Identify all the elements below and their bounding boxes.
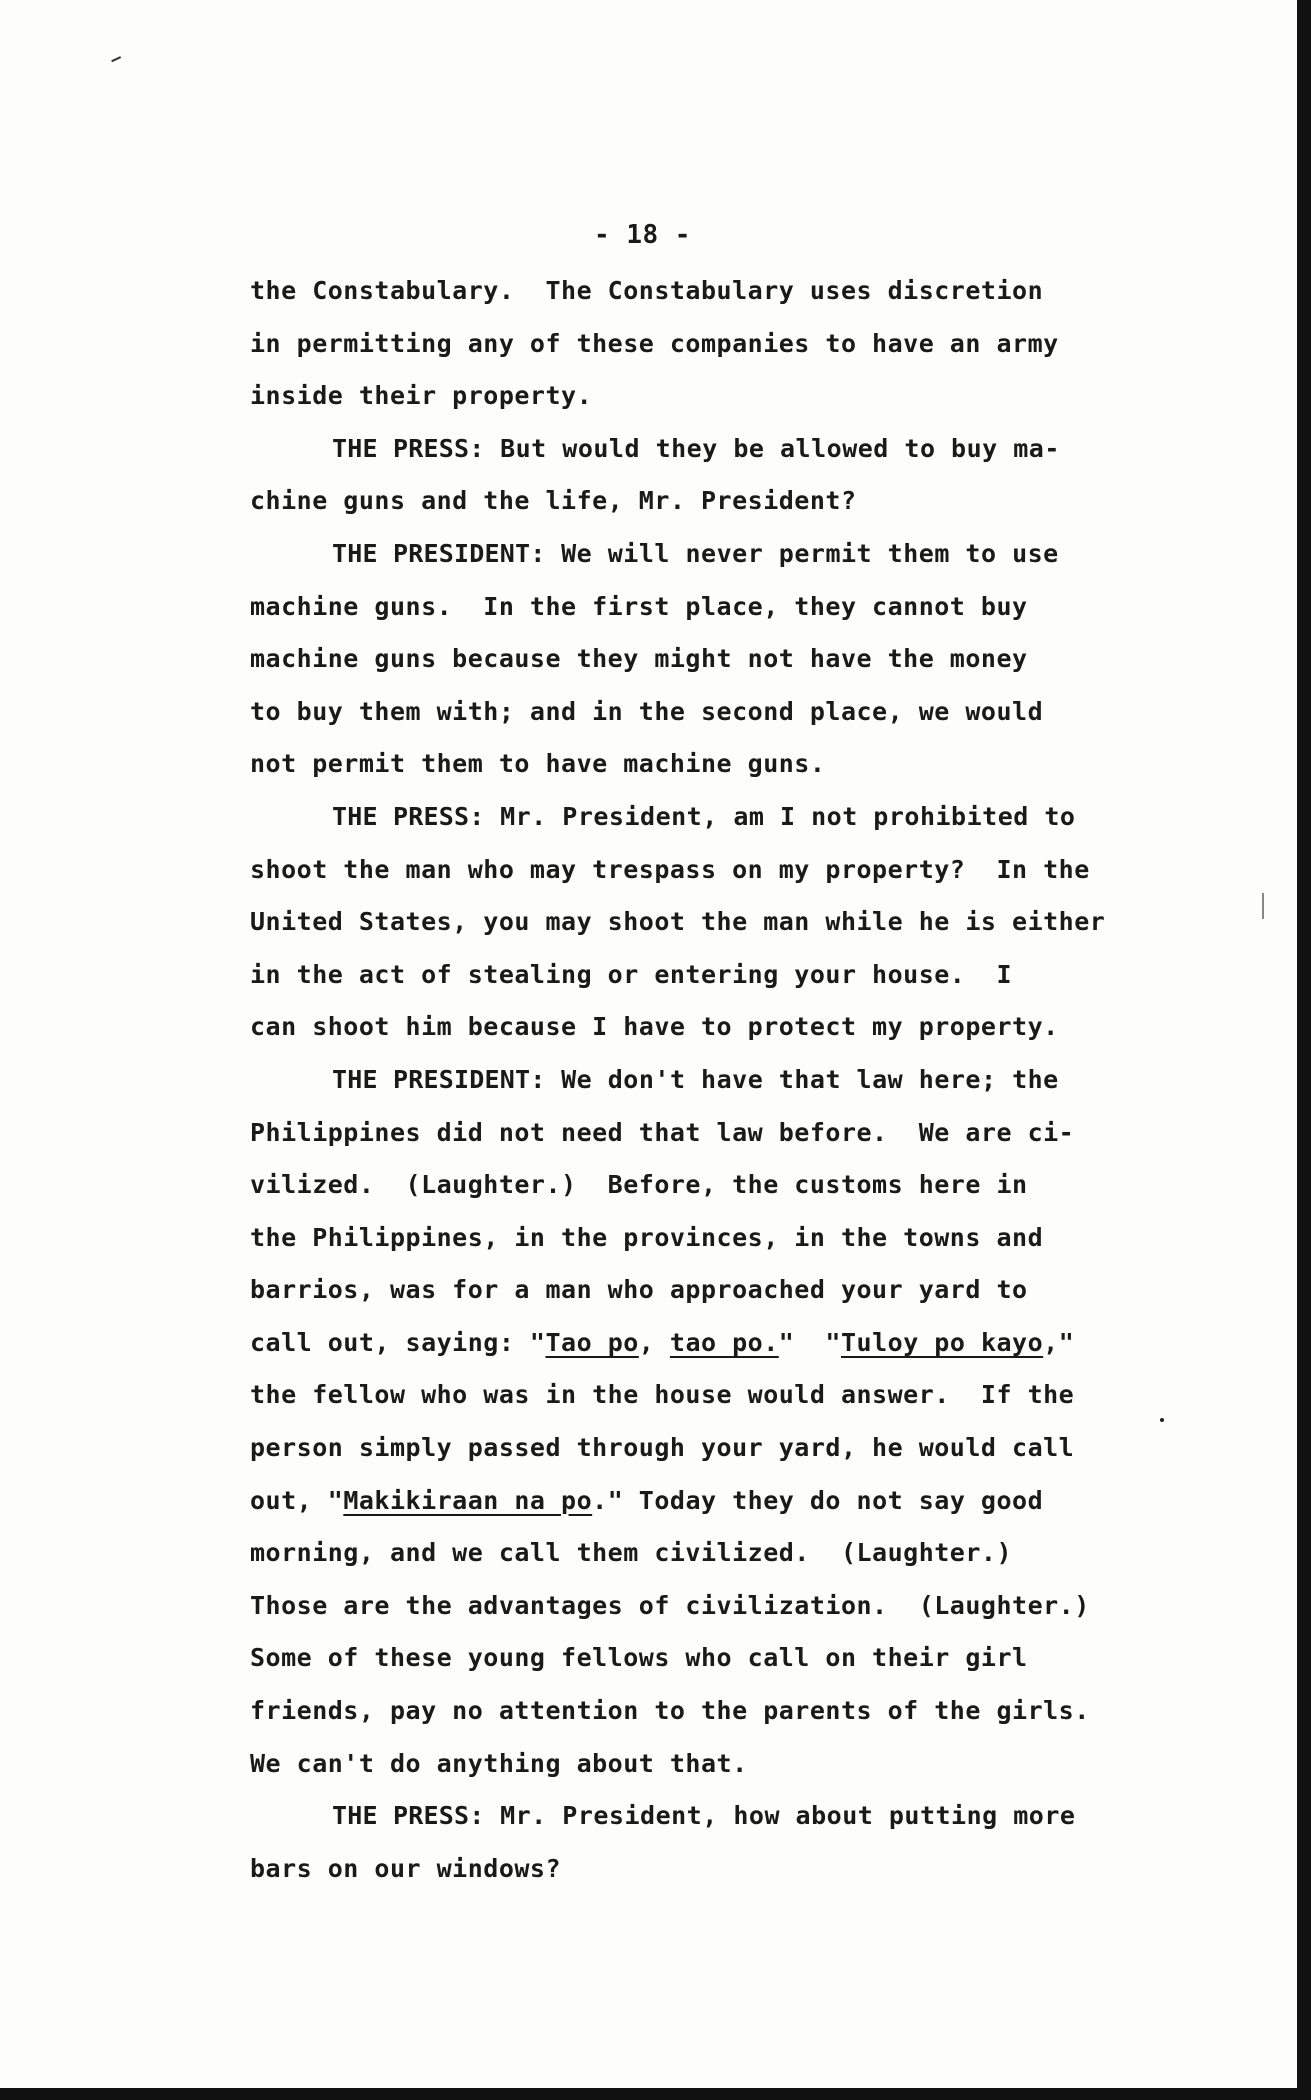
text-line: morning, and we call them civilized. (Laughter.)	[250, 1538, 1013, 1568]
text-line: Philippines did not need that law before. We are ci-	[250, 1117, 1075, 1147]
text-line: machine guns. In the first place, they cannot buy	[250, 591, 1028, 621]
speaker-line	[250, 1054, 1130, 1107]
speaker-label: THE PRESS:	[332, 801, 485, 831]
text-line: the Constabulary. The Constabulary uses discretion	[250, 276, 1044, 305]
text-line: in the act of stealing or entering your house. I	[250, 959, 1013, 989]
text-line: in permitting any of these companies to have an army	[250, 328, 1059, 358]
line-text: call out, saying: "	[250, 1327, 546, 1357]
line-text: Mr. President, am I not prohibited to	[484, 801, 1076, 831]
margin-dot	[1160, 1418, 1164, 1422]
text-line: inside their property.	[250, 381, 593, 411]
line-text: But would they be allowed to buy ma-	[484, 433, 1060, 463]
text-line: bars on our windows?	[250, 1853, 562, 1883]
text-line: vilized. (Laughter.) Before, the customs here in	[250, 1170, 1028, 1200]
text-line: We can't do anything about that.	[250, 1748, 748, 1778]
text-line: chine guns and the life, Mr. President?	[250, 486, 857, 516]
text-line: machine guns because they might not have the money	[250, 644, 1028, 674]
text-line: United States, you may shoot the man while he is either	[250, 907, 1106, 937]
line-text: We don't have that law here; the	[545, 1064, 1059, 1094]
text-line	[250, 1475, 1130, 1528]
speaker-label: THE PRESS:	[332, 1801, 485, 1831]
underlined-phrase: Makikiraan na po	[343, 1485, 593, 1515]
text-line: not permit them to have machine guns.	[250, 749, 826, 779]
speaker-line	[250, 423, 1130, 476]
underlined-phrase: Tuloy po kayo	[840, 1327, 1044, 1357]
text-line: Those are the advantages of civilization. (Laughter.)	[250, 1590, 1090, 1620]
text-line: shoot the man who may trespass on my property? In the	[250, 854, 1090, 884]
speaker-label: THE PRESIDENT:	[332, 538, 546, 568]
line-text: ,"	[1043, 1327, 1075, 1357]
text-line	[250, 1317, 1130, 1370]
line-text: out, "	[250, 1485, 344, 1515]
line-text: " "	[778, 1327, 841, 1357]
text-line: the Philippines, in the provinces, in the towns and	[250, 1222, 1044, 1252]
speaker-line	[250, 528, 1130, 581]
speaker-label: THE PRESIDENT:	[332, 1064, 546, 1094]
text-line: person simply passed through your yard, he would call	[250, 1433, 1075, 1463]
text-line: friends, pay no attention to the parents of the girls.	[250, 1696, 1090, 1726]
text-line: Some of these young fellows who call on their girl	[250, 1643, 1028, 1673]
text-line: to buy them with; and in the second place, we would	[250, 696, 1044, 726]
stray-pen-mark	[111, 56, 123, 66]
line-text: ,	[638, 1327, 670, 1357]
line-text: ." Today they do not say good	[592, 1485, 1044, 1515]
underlined-phrase: tao po.	[669, 1327, 779, 1357]
speaker-label: THE PRESS:	[332, 433, 485, 463]
page-number: - 18 -	[594, 220, 691, 250]
line-text: Mr. President, how about putting more	[484, 1801, 1076, 1831]
text-line: barrios, was for a man who approached your yard to	[250, 1275, 1028, 1305]
transcript-body	[250, 215, 1130, 1895]
margin-mark	[1262, 893, 1264, 919]
speaker-line	[250, 791, 1130, 844]
speaker-line	[250, 1790, 1130, 1843]
text-line: the fellow who was in the house would answer. If the	[250, 1380, 1075, 1410]
text-line: can shoot him because I have to protect my property.	[250, 1012, 1059, 1042]
underlined-phrase: Tao po	[545, 1327, 639, 1357]
line-text: We will never permit them to use	[545, 538, 1059, 568]
